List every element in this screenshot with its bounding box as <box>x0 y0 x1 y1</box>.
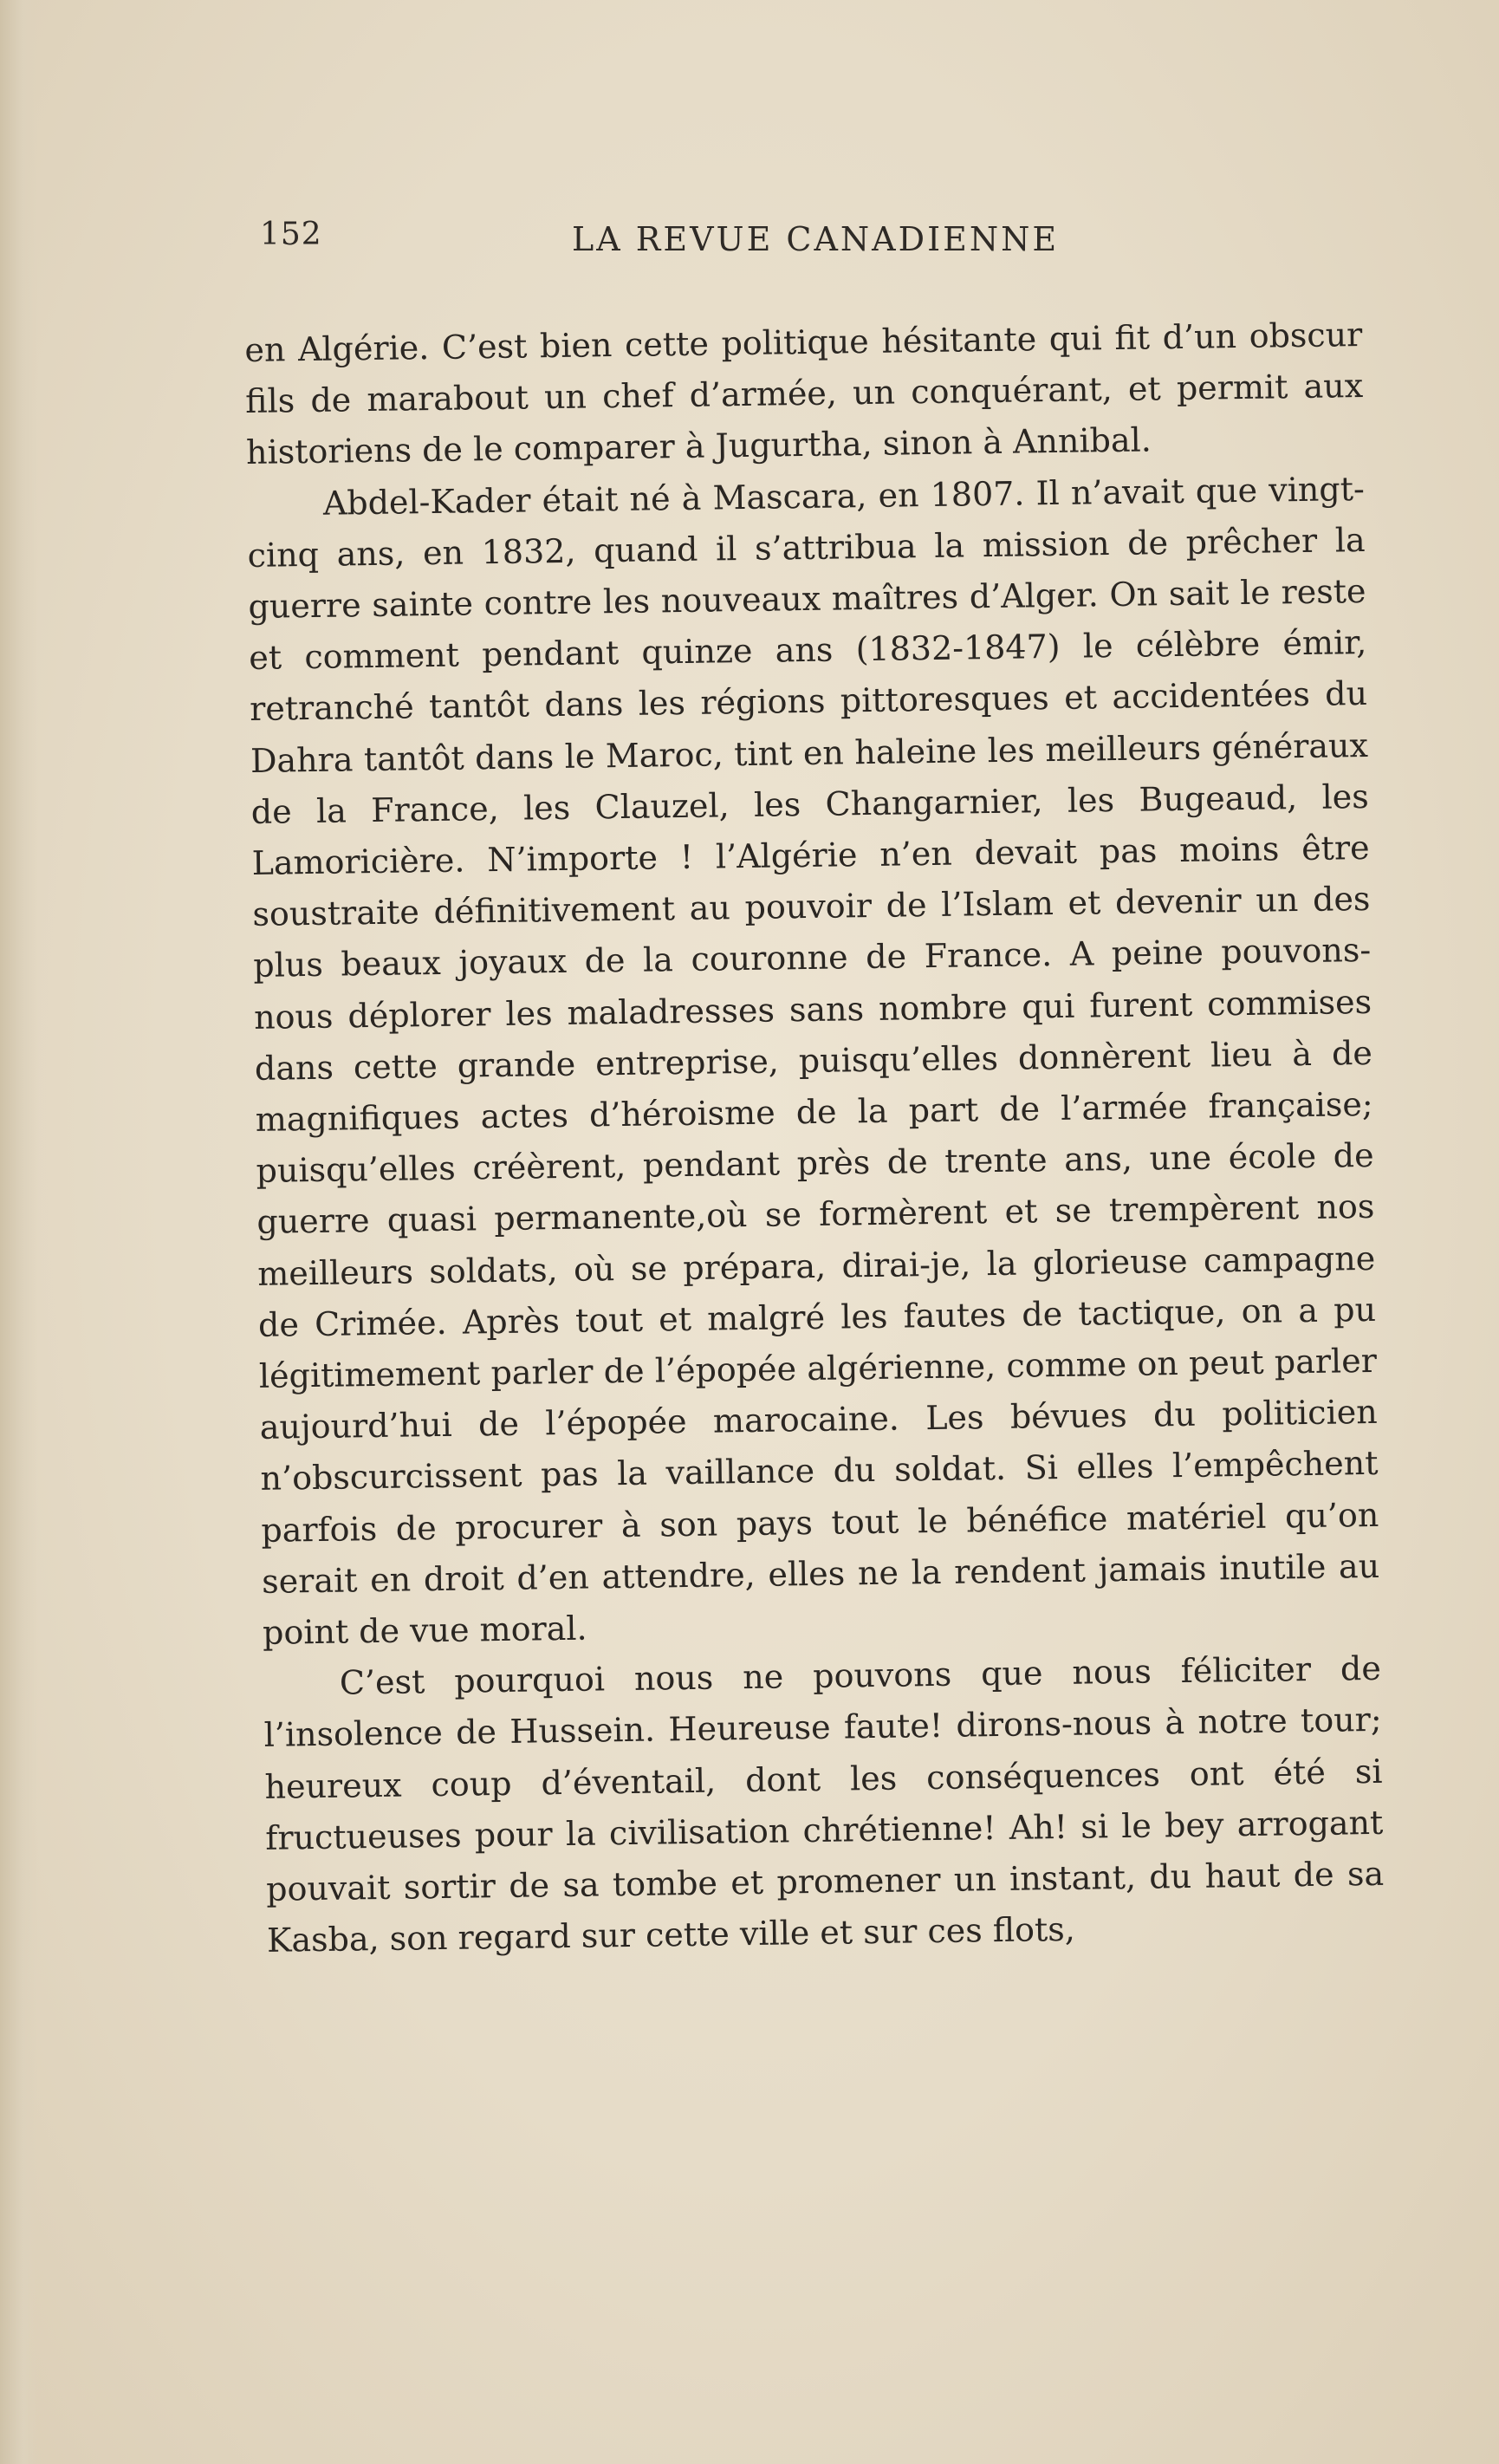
page-header <box>260 217 1369 269</box>
paragraph-3: C’est pourquoi nous ne pouvons que nous féliciter de l’insolence de Hussein. Heureuse faute! dirons-nous à notre tour; heureux coup d’éventail, dont les conséquences ont été si fructueuses pour la civilisation chrétienne! Ah! si le bey arrogant pouvait sortir de sa tombe et promener un instant, du haut de sa Kasba, son regard sur cette ville et sur ces flots, <box>263 1649 1385 1960</box>
paragraph-1: en Algérie. C’est bien cette politique hésitante qui fit d’un obscur fils de marabout un chef d’armée, un conquérant, et permit aux historiens de le comparer à Jugurtha, sinon à Annibal. <box>244 315 1364 472</box>
body-text <box>244 309 1385 1967</box>
page-number: 152 <box>260 217 322 252</box>
page-gutter-shadow <box>0 0 38 2464</box>
paragraph-2: Abdel-Kader était né à Mascara, en 1807. Il n’avait que vingt-cinq ans, en 1832, quand il s’attribua la mission de prêcher la guerre sainte contre les nouveaux maîtres d’Alger. On sait le reste et comment pendant quinze ans (1832-1847) le célèbre émir, retranché tantôt dans les régions pittoresques et accidentées du Dahra tantôt dans le Maroc, tint en haleine les meilleurs généraux de la France, les Clauzel, les Changarnier, les Bugeaud, les Lamoricière. N’importe ! l’Algérie n’en devait pas moins être soustraite définitivement au pouvoir de l’Islam et devenir un des plus beaux joyaux de la couronne de France. A peine pouvons-nous déplorer les maladresses sans nombre qui furent commises dans cette grande entreprise, puisqu’elles donnèrent lieu à de magnifiques actes d’héroisme de la part de l’armée française; puisqu’elles créèrent, pendant près de trente ans, une école de guerre quasi permanente,où se formèrent et se trempèrent nos meilleurs soldats, où se prépara, dirai-je, la glorieuse campagne de Crimée. Après tout et malgré les fautes de tactique, on a pu légitimement parler de l’épopée algérienne, comme on peut parler aujourd’hui de l’épopée marocaine. Les bévues du politicien n’obscurcissent pas la vaillance du soldat. Si elles l’empêchent parfois de procurer à son pays tout le bénéfice matériel qu’on serait en droit d’en attendre, elles ne la rendent jamais inutile au point de vue moral. <box>247 469 1380 1652</box>
running-title: LA REVUE CANADIENNE <box>572 220 1060 258</box>
